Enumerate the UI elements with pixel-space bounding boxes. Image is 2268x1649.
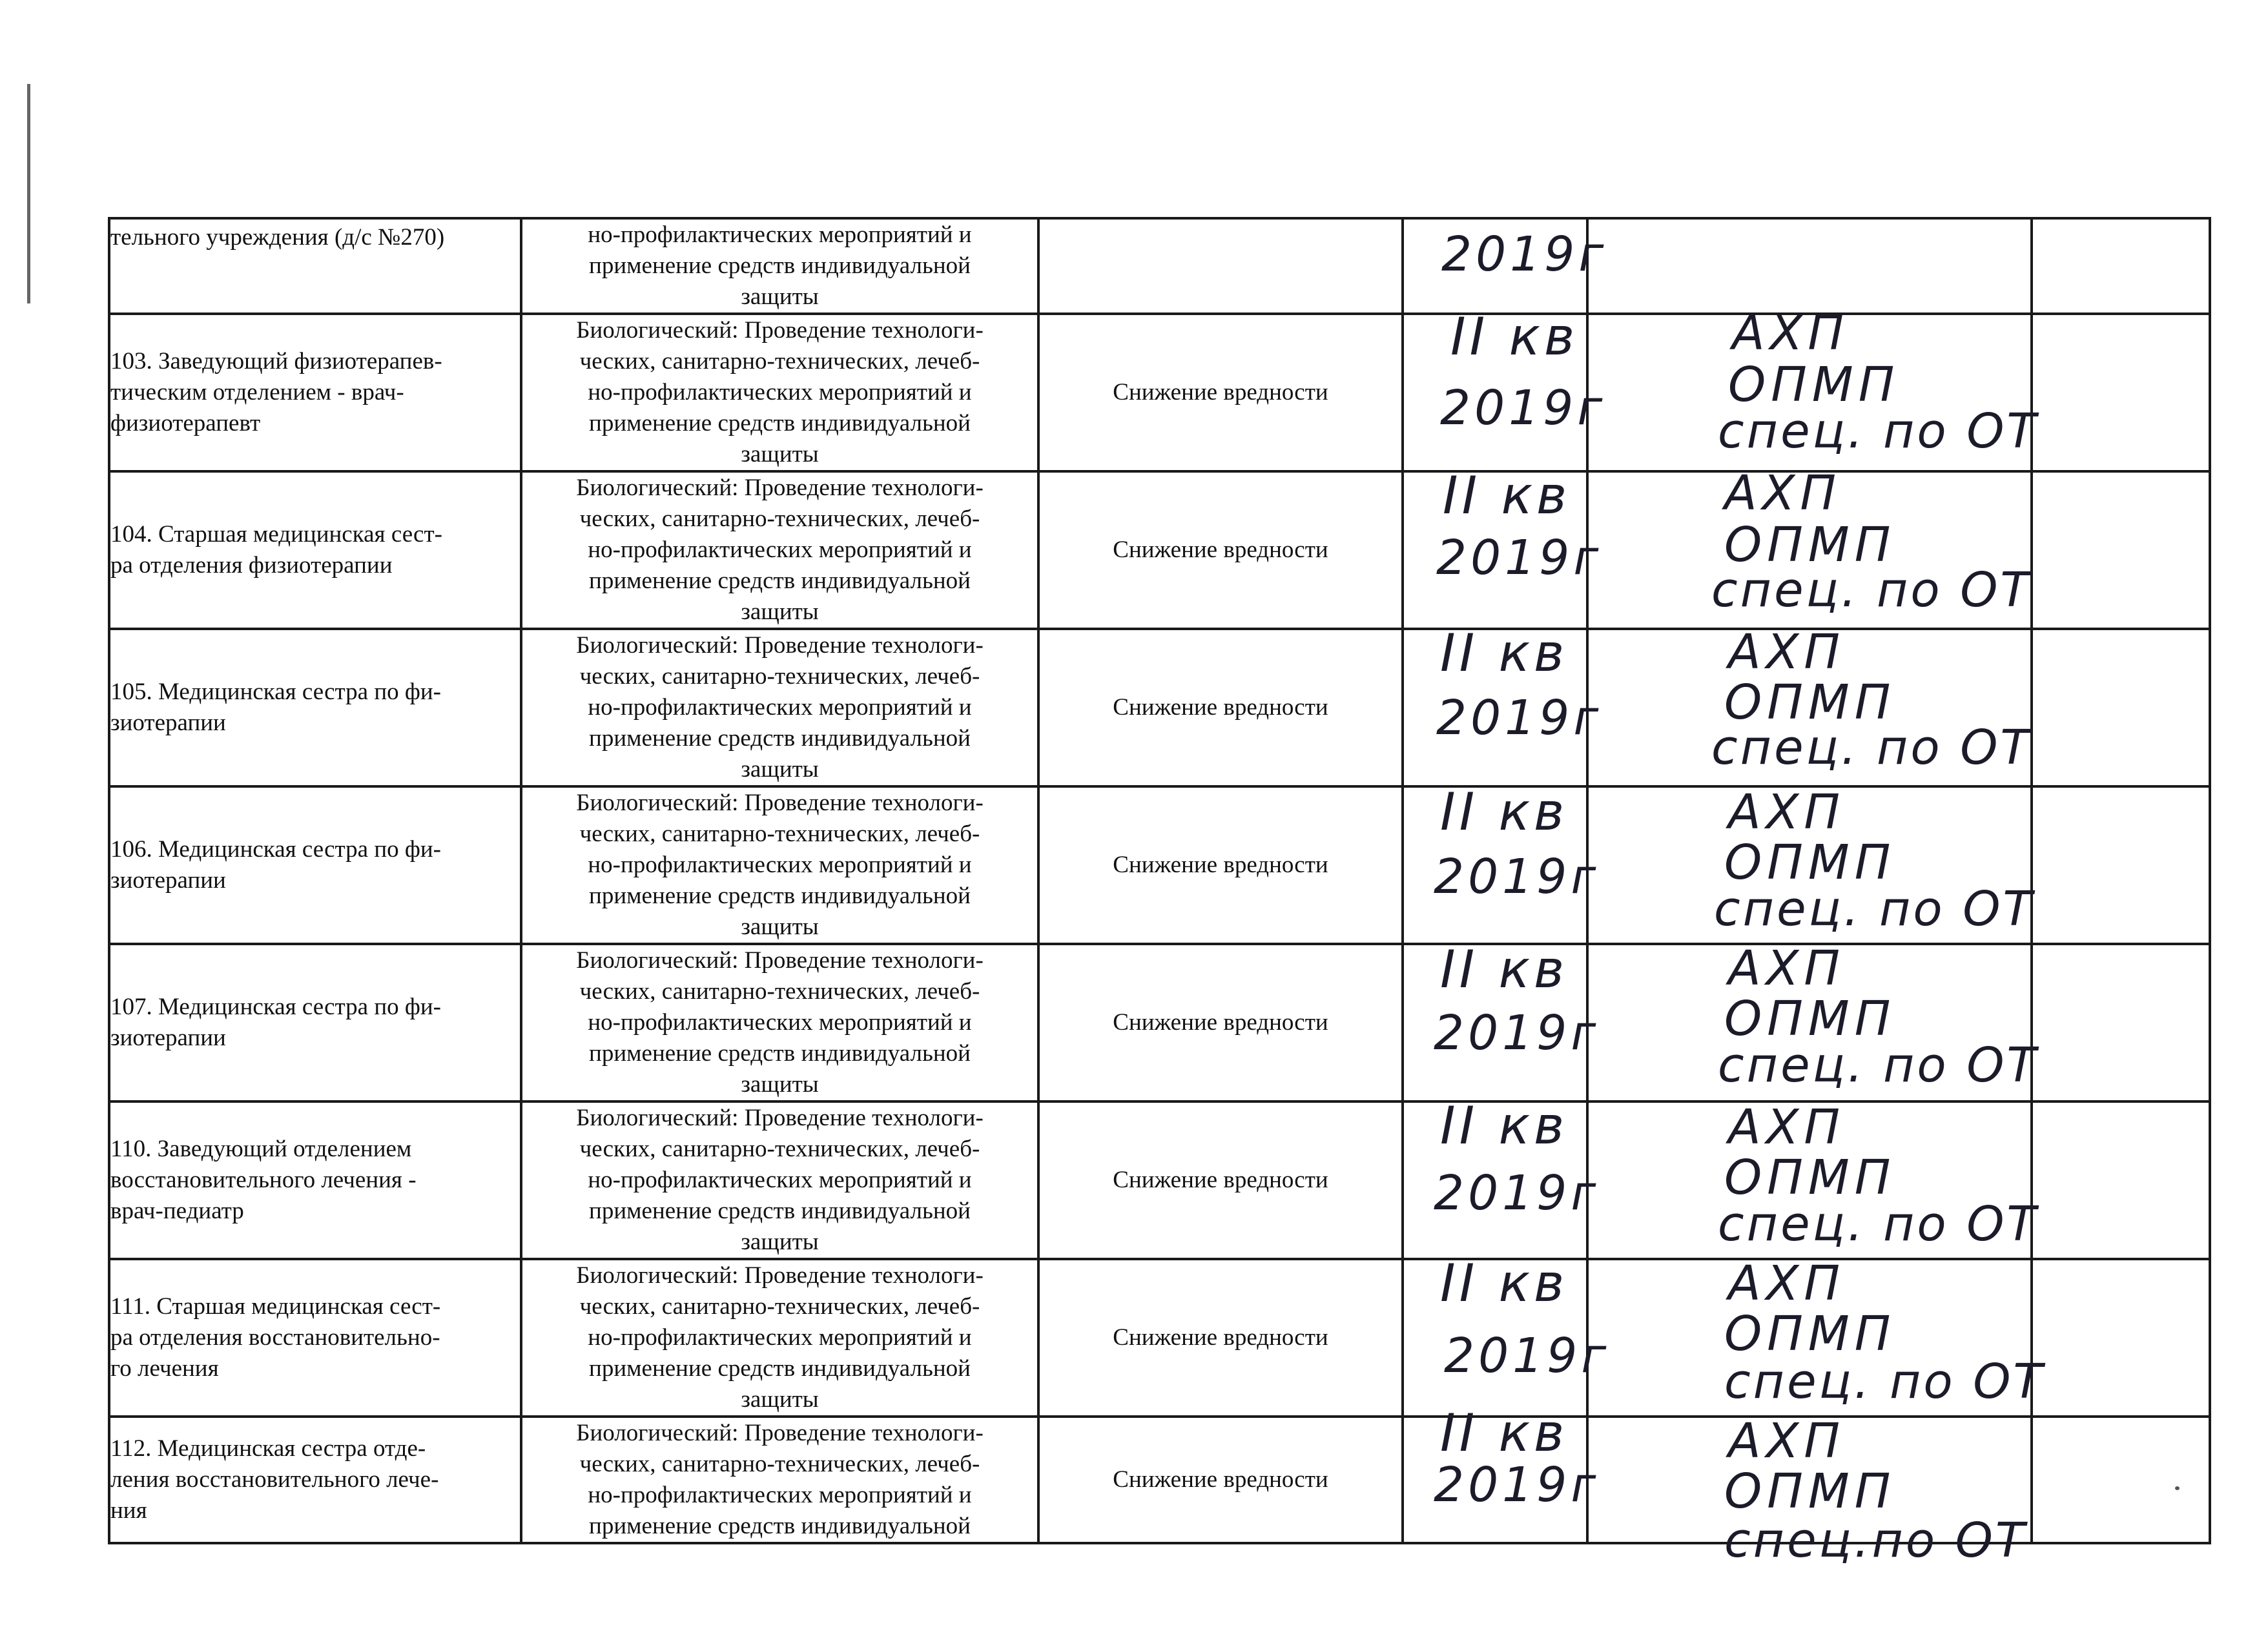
notes-cell bbox=[2032, 786, 2210, 944]
measure-line: Биологический: Проведение технологи- bbox=[576, 475, 984, 501]
position-line: тельного учреждения (д/с №270) bbox=[110, 224, 445, 251]
responsible-cell bbox=[1587, 624, 2032, 786]
goal-cell bbox=[1038, 944, 1403, 1101]
measure-cell bbox=[521, 218, 1038, 314]
table-row bbox=[109, 471, 2210, 629]
table-row bbox=[109, 218, 2210, 314]
goal-text: Снижение вредности bbox=[1113, 1466, 1328, 1493]
goal-cell bbox=[1038, 629, 1403, 786]
position-line: физиотерапевт bbox=[110, 410, 261, 436]
measure-line: ческих, санитарно-технических, лечеб- bbox=[579, 1451, 980, 1477]
measure-line: но-профилактических мероприятий и bbox=[588, 1167, 972, 1193]
measure-line: Биологический: Проведение технологи- bbox=[576, 632, 984, 659]
measure-line: Биологический: Проведение технологи- bbox=[576, 317, 984, 343]
measure-cell bbox=[521, 944, 1038, 1101]
deadline-year: 2019г bbox=[1434, 1165, 1600, 1221]
position-line: го лечения bbox=[110, 1355, 219, 1382]
position-line: зиотерапии bbox=[110, 867, 226, 894]
deadline-cell bbox=[1403, 1096, 1600, 1259]
position-cell bbox=[109, 471, 521, 629]
position-line: тическим отделением - врач- bbox=[110, 379, 404, 405]
responsible-line: спец. по ОТ bbox=[1711, 562, 2032, 618]
goal-cell bbox=[1038, 1259, 1403, 1417]
measure-line: применение средств индивидуальной bbox=[589, 1513, 971, 1539]
measures-table bbox=[108, 217, 2211, 1568]
deadline-year: 2019г bbox=[1444, 1328, 1611, 1384]
goal-text: Снижение вредности bbox=[1113, 379, 1328, 405]
measure-line: защиты bbox=[741, 441, 819, 467]
position-line: 110. Заведующий отделением bbox=[110, 1136, 412, 1162]
position-cell bbox=[109, 1259, 521, 1417]
deadline-year: 2019г bbox=[1441, 227, 1608, 282]
responsible-line: спец. по ОТ bbox=[1718, 404, 2039, 459]
goal-text: Снижение вредности bbox=[1113, 852, 1328, 878]
measure-line: ческих, санитарно-технических, лечеб- bbox=[579, 978, 980, 1005]
measure-line: ческих, санитарно-технических, лечеб- bbox=[579, 821, 980, 847]
deadline-quarter: II кв bbox=[1440, 623, 1569, 683]
notes-cell bbox=[2032, 218, 2210, 314]
deadline-year: 2019г bbox=[1434, 849, 1600, 905]
goal-cell bbox=[1038, 1101, 1403, 1259]
measure-line: применение средств индивидуальной bbox=[589, 1355, 971, 1382]
table-row bbox=[109, 314, 2210, 471]
responsible-cell bbox=[1587, 305, 2039, 471]
position-cell bbox=[109, 786, 521, 944]
responsible-line: спец. по ОТ bbox=[1724, 1354, 2045, 1409]
deadline-cell bbox=[1403, 782, 1600, 944]
position-line: врач-педиатр bbox=[110, 1198, 244, 1224]
notes-cell bbox=[2032, 1417, 2210, 1543]
responsible-line: ОПМП bbox=[1724, 517, 1896, 573]
table-row bbox=[109, 786, 2210, 944]
measure-cell bbox=[521, 786, 1038, 944]
deadline-quarter: II кв bbox=[1440, 939, 1569, 999]
responsible-line: АХП bbox=[1728, 784, 1845, 840]
deadline-year: 2019г bbox=[1436, 690, 1603, 746]
notes-cell bbox=[2032, 1259, 2210, 1417]
responsible-cell bbox=[1587, 218, 2032, 314]
measure-cell bbox=[521, 1101, 1038, 1259]
position-line: 106. Медицинская сестра по фи- bbox=[110, 836, 441, 863]
position-line: 107. Медицинская сестра по фи- bbox=[110, 994, 441, 1020]
responsible-line: ОПМП bbox=[1724, 1464, 1896, 1519]
position-cell bbox=[109, 1101, 521, 1259]
responsible-line: АХП bbox=[1728, 624, 1845, 680]
responsible-cell bbox=[1587, 1100, 2039, 1259]
notes-cell bbox=[2032, 471, 2210, 629]
notes-cell bbox=[2032, 629, 2210, 786]
deadline-year: 2019г bbox=[1434, 1005, 1600, 1061]
measure-line: но-профилактических мероприятий и bbox=[588, 221, 972, 248]
goal-text: Снижение вредности bbox=[1113, 1167, 1328, 1193]
responsible-line: ОПМП bbox=[1728, 357, 1900, 413]
deadline-cell bbox=[1403, 466, 1603, 629]
position-cell bbox=[109, 1417, 521, 1543]
measure-line: Биологический: Проведение технологи- bbox=[576, 790, 984, 816]
position-line: 111. Старшая медицинская сест- bbox=[110, 1293, 441, 1320]
measure-line: применение средств индивидуальной bbox=[589, 725, 971, 752]
measure-cell bbox=[521, 1417, 1038, 1543]
measure-line: Биологический: Проведение технологи- bbox=[576, 1420, 984, 1446]
measure-line: ческих, санитарно-технических, лечеб- bbox=[579, 1136, 980, 1162]
position-cell bbox=[109, 944, 521, 1101]
responsible-cell bbox=[1587, 1413, 2032, 1568]
position-cell bbox=[109, 218, 521, 314]
responsible-line: спец. по ОТ bbox=[1718, 1196, 2039, 1252]
goal-text: Снижение вредности bbox=[1113, 694, 1328, 721]
goal-cell bbox=[1038, 314, 1403, 471]
position-line: 104. Старшая медицинская сест- bbox=[110, 521, 442, 548]
responsible-cell bbox=[1587, 941, 2039, 1101]
position-line: ра отделения физиотерапии bbox=[110, 552, 393, 579]
responsible-line: АХП bbox=[1728, 1256, 1845, 1311]
responsible-line: ОПМП bbox=[1724, 675, 1896, 730]
measure-line: ческих, санитарно-технических, лечеб- bbox=[579, 1293, 980, 1320]
deadline-cell bbox=[1403, 939, 1600, 1101]
responsible-line: спец.по ОТ bbox=[1724, 1513, 2028, 1568]
table-row bbox=[109, 1417, 2210, 1543]
measure-cell bbox=[521, 314, 1038, 471]
measure-line: защиты bbox=[741, 283, 819, 310]
measure-line: применение средств индивидуальной bbox=[589, 883, 971, 909]
table-row bbox=[109, 1101, 2210, 1259]
position-line: 103. Заведующий физиотерапев- bbox=[110, 348, 442, 374]
measure-line: ческих, санитарно-технических, лечеб- bbox=[579, 348, 980, 374]
responsible-line: АХП bbox=[1728, 1413, 1845, 1469]
responsible-line: спец. по ОТ bbox=[1714, 881, 2035, 937]
deadline-quarter: II кв bbox=[1450, 307, 1579, 367]
measure-line: Биологический: Проведение технологи- bbox=[576, 1105, 984, 1131]
measure-line: защиты bbox=[741, 1386, 819, 1413]
measure-line: но-профилактических мероприятий и bbox=[588, 379, 972, 405]
position-cell bbox=[109, 314, 521, 471]
measure-line: применение средств индивидуальной bbox=[589, 1040, 971, 1067]
responsible-line: АХП bbox=[1732, 305, 1849, 361]
scan-margin-line bbox=[27, 84, 30, 303]
measure-line: защиты bbox=[741, 599, 819, 625]
measure-line: защиты bbox=[741, 914, 819, 940]
goal-cell bbox=[1038, 218, 1403, 314]
deadline-year: 2019г bbox=[1436, 530, 1603, 586]
deadline-cell bbox=[1403, 307, 1607, 471]
deadline-quarter: II кв bbox=[1443, 466, 1571, 526]
notes-cell bbox=[2032, 944, 2210, 1101]
measure-line: но-профилактических мероприятий и bbox=[588, 1009, 972, 1036]
position-line: ния bbox=[110, 1497, 147, 1524]
measure-line: защиты bbox=[741, 756, 819, 783]
deadline-year: 2019г bbox=[1440, 380, 1607, 436]
measure-line: применение средств индивидуальной bbox=[589, 252, 971, 279]
measure-line: но-профилактических мероприятий и bbox=[588, 1482, 972, 1508]
measure-cell bbox=[521, 471, 1038, 629]
measure-line: защиты bbox=[741, 1071, 819, 1098]
responsible-cell bbox=[1587, 466, 2032, 629]
responsible-line: АХП bbox=[1728, 1100, 1845, 1155]
position-line: зиотерапии bbox=[110, 710, 226, 736]
measure-line: но-профилактических мероприятий и bbox=[588, 852, 972, 878]
position-line: ра отделения восстановительно- bbox=[110, 1324, 440, 1351]
responsible-cell bbox=[1587, 784, 2035, 944]
measure-cell bbox=[521, 1259, 1038, 1417]
measure-line: применение средств индивидуальной bbox=[589, 410, 971, 436]
deadline-quarter: II кв bbox=[1440, 1253, 1569, 1313]
deadline-quarter: II кв bbox=[1440, 1096, 1569, 1156]
position-cell bbox=[109, 629, 521, 786]
deadline-cell bbox=[1403, 1253, 1611, 1417]
table-row bbox=[109, 629, 2210, 786]
measure-line: ческих, санитарно-технических, лечеб- bbox=[579, 663, 980, 690]
measure-line: Биологический: Проведение технологи- bbox=[576, 947, 984, 974]
measure-line: Биологический: Проведение технологи- bbox=[576, 1262, 984, 1289]
responsible-line: спец. по ОТ bbox=[1711, 720, 2032, 775]
measure-line: защиты bbox=[741, 1229, 819, 1255]
deadline-cell bbox=[1403, 218, 1608, 314]
deadline-quarter: II кв bbox=[1440, 1403, 1569, 1463]
deadline-cell bbox=[1403, 1403, 1600, 1543]
measure-line: но-профилактических мероприятий и bbox=[588, 537, 972, 563]
table-row bbox=[109, 944, 2210, 1101]
table-row bbox=[109, 1259, 2210, 1417]
position-line: восстановительного лечения - bbox=[110, 1167, 417, 1193]
position-line: 112. Медицинская сестра отде- bbox=[110, 1435, 426, 1462]
measure-line: но-профилактических мероприятий и bbox=[588, 694, 972, 721]
responsible-line: АХП bbox=[1728, 941, 1845, 996]
goal-text: Снижение вредности bbox=[1113, 1324, 1328, 1351]
position-line: 105. Медицинская сестра по фи- bbox=[110, 679, 441, 705]
goal-cell bbox=[1038, 786, 1403, 944]
measure-line: применение средств индивидуальной bbox=[589, 1198, 971, 1224]
responsible-line: ОПМП bbox=[1724, 1150, 1896, 1205]
responsible-line: АХП bbox=[1724, 466, 1841, 521]
measure-cell bbox=[521, 629, 1038, 786]
deadline-cell bbox=[1403, 623, 1603, 786]
position-line: ления восстановительного лече- bbox=[110, 1466, 439, 1493]
goal-text: Снижение вредности bbox=[1113, 1009, 1328, 1036]
deadline-quarter: II кв bbox=[1440, 782, 1569, 842]
notes-cell bbox=[2032, 1101, 2210, 1259]
deadline-year: 2019г bbox=[1434, 1457, 1600, 1513]
responsible-line: ОПМП bbox=[1724, 991, 1896, 1047]
measure-line: но-профилактических мероприятий и bbox=[588, 1324, 972, 1351]
responsible-line: ОПМП bbox=[1724, 1306, 1896, 1362]
responsible-line: ОПМП bbox=[1724, 835, 1896, 890]
responsible-cell bbox=[1587, 1256, 2045, 1417]
measure-line: ческих, санитарно-технических, лечеб- bbox=[579, 506, 980, 532]
goal-cell bbox=[1038, 471, 1403, 629]
goal-cell bbox=[1038, 1417, 1403, 1543]
responsible-line: спец. по ОТ bbox=[1718, 1038, 2039, 1093]
notes-cell bbox=[2032, 314, 2210, 471]
position-line: зиотерапии bbox=[110, 1025, 226, 1051]
measure-line: применение средств индивидуальной bbox=[589, 568, 971, 594]
goal-text: Снижение вредности bbox=[1113, 537, 1328, 563]
